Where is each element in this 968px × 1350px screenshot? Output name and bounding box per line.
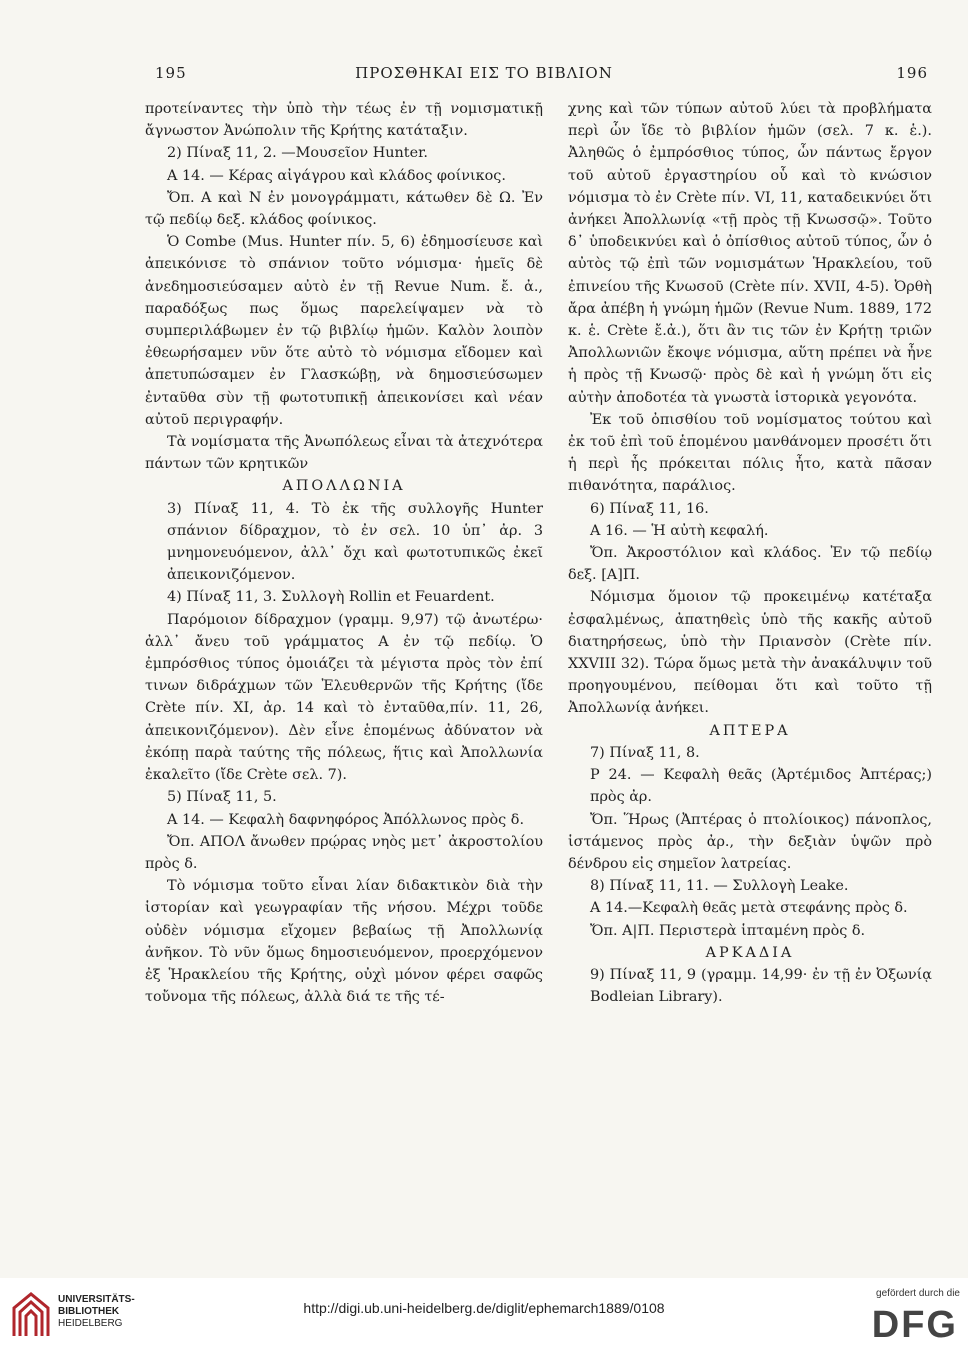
obverse-description: Ρ 24. — Κεφαλὴ θεᾶς (Ἀρτέμιδος Ἀπτέρας;) πρὸς ἀρ. (590, 767, 932, 806)
left-page-number: 195 (155, 64, 187, 82)
running-header (0, 64, 968, 88)
reverse-description: Ὄπ. ΑΠΟΛ ἄνωθεν πρῴρας νηὸς μετ᾽ ἀκροστολίου πρὸς δ. (145, 833, 543, 872)
paragraph: Τὰ νομίσματα τῆς Ἀνωπόλεως εἶναι τὰ ἀτεχνότερα πάντων τῶν κρητικῶν (145, 434, 543, 473)
dfg-logo: DFG (871, 1304, 958, 1346)
paragraph: Παρόμοιον δίδραχμον (γραμμ. 9,97) τῷ ἀνωτέρω· ἀλλ᾽ ἄνευ τοῦ γράμματος Α ἐν τῷ πεδίῳ. Ὁ ἐμπρόσθιος τύπος ὁμοιάζει τὰ μέγιστα πρὸς τὸν ἐπί τινων διδράχμων τῶν Ἐλευθερνῶν τῆς Κρήτης (ἴδε Crète πίν. XI, ἀρ. 14 καὶ τὸ ἐνταῦθα,πίν. 11, 26, ἀπεικονιζόμενον). Δὲν εἶνε ἑπομένως ἀδύνατον νὰ ἐκόπῃ παρὰ ταύτης τῆς πόλεως, ἥτις καὶ Ἀπολλωνία ἐκαλεῖτο (ἴδε Crète σελ. 7). (145, 611, 543, 784)
paragraph: Ἐκ τοῦ ὀπισθίου τοῦ νομίσματος τούτου καὶ ἐκ τοῦ ἐπὶ τοῦ ἑπομένου μανθάνομεν προσέτι ὅτι ἡ περὶ ἧς πρόκειται πόλις ἦτο, κατὰ πᾶσαν πιθανότητα, παράλιος. (568, 411, 932, 495)
section-heading-arkadia: ΑΡΚΑΔΙΑ (705, 944, 795, 961)
paragraph: Νόμισμα ὅμοιον τῷ προκειμένῳ κατέταξα ἐσφαλμένως, ἀπατηθεὶς ὑπὸ τῆς κακῆς αὐτοῦ διατηρήσεως, ὑπὸ τὴν Πριανσὸν (Crète πίν. XXVIII 32). Τώρα ὅμως μετὰ τὴν ἀνακάλυψιν τοῦ προηγουμένου, πείθομαι ὅτι καὶ τοῦτο τῇ Ἀπολλωνίᾳ ἀνήκει. (568, 589, 932, 717)
plate-reference: 4) Πίναξ 11, 3. Συλλογὴ Rollin et Feuardent. (167, 589, 495, 606)
plate-reference: 6) Πίναξ 11, 16. (590, 500, 709, 517)
obverse-description: Α 16. — Ἡ αὐτὴ κεφαλή. (590, 522, 769, 539)
left-column (145, 98, 543, 1008)
section-heading-aptera: ΑΠΤΕΡΑ (709, 722, 791, 739)
plate-reference: 2) Πίναξ 11, 2. —Μουσεῖον Hunter. (167, 145, 428, 162)
funded-by-label: gefördert durch die (876, 1288, 960, 1299)
obverse-description: Α 14. — Κέρας αἰγάγρου καὶ κλάδος φοίνικος. (167, 167, 506, 184)
reverse-description: Ὄπ. Α καὶ Ν ἐν μονογράμματι, κάτωθεν δὲ Ω. Ἐν τῷ πεδίῳ δεξ. κλάδος φοίνικος. (145, 189, 543, 229)
right-column (568, 98, 932, 1008)
plate-reference: 3) Πίναξ 11, 4. Τὸ ἐκ τῆς συλλογῆς Hunter σπάνιον δίδραχμον, τὸ ἐν σελ. 10 ὑπ᾽ ἀρ. 3 μνημονευόμενον, ἀλλ᾽ ὄχι καὶ φωτοτυπικῶς ἐκεῖ ἀπεικονιζόμενον. (167, 500, 543, 584)
right-page-number: 196 (896, 64, 928, 82)
reverse-description: Ὄπ. Ἥρως (Ἀπτέρας ὁ πτολίοικος) πάνοπλος, ἱστάμενος πρὸς ἀρ., τὴν δεξιὰν ὑψῶν πρὸ δένδρου εἰς σημεῖον λατρείας. (568, 811, 932, 872)
running-title: ΠΡΟΣΘΗΚΑΙ ΕΙΣ ΤΟ ΒΙΒΛΙΟΝ (355, 64, 613, 82)
plate-reference: 7) Πίναξ 11, 8. (590, 744, 700, 761)
library-name-line3: HEIDELBERG (58, 1318, 123, 1329)
obverse-description: Α 14. — Κεφαλὴ δαφνηφόρος Ἀπόλλωνος πρὸς δ. (167, 811, 525, 828)
obverse-description: Α 14.—Κεφαλὴ θεᾶς μετὰ στεφάνης πρὸς δ. (590, 900, 908, 917)
plate-reference: 8) Πίναξ 11, 11. — Συλλογὴ Leake. (590, 878, 849, 895)
section-heading-apollonia: ΑΠΟΛΛΩΝΙΑ (282, 478, 406, 495)
paragraph: Τὸ νόμισμα τοῦτο εἶναι λίαν διδακτικὸν διὰ τὴν ἱστορίαν καὶ γεωγραφίαν τῆς νήσου. Μέχρι τοῦδε οὐδὲν νόμισμα εἴχομεν βεβαίως τῇ Ἀπολλωνίᾳ ἀνῆκον. Τὸ νῦν ὅμως δημοσιευόμενον, προερχόμενον ἐξ Ἡρακλείου τῆς Κρήτης, οὐχὶ μόνον φέρει σαφῶς τοὔνομα τῆς πόλεως, ἀλλὰ διά τε τῆς τέ- (145, 878, 543, 1006)
paragraph: χνης καὶ τῶν τύπων αὐτοῦ λύει τὰ προβλήματα περὶ ὧν ἴδε τὸ βιβλίον ἡμῶν (σελ. 7 κ. ἑ.). Ἀληθῶς ὁ ἐμπρόσθιος τύπος, ὧν πάντως ἔργον τοῦ αὐτοῦ ἐργαστηρίου οὗ καὶ τὸ κνώσιον νόμισμα τὸ ἐν Crète πίν. VI, 11, καταδεικνύει ὅτι ἀνήκει Ἀπολλωνίᾳ «τῇ πρὸς τῇ Κνωσσῷ». Τοῦτο δ᾽ ὑποδεικνύει καὶ ὁ ὀπίσθιος αὐτοῦ τύπος, ὧν ὁ αὐτὸς τῷ ἐπὶ τῶν νομισμάτων Ἡρακλείου, τοῦ ἐπινείου τῆς Κνωσοῦ (Crète πίν. XVII, 4-5). Ὀρθὴ ἄρα ἀπέβη ἡ γνώμη ἡμῶν (Revue Num. 1889, 172 κ. ἑ. Crète ἔ.ἀ.), ὅτι ἂν τις τῶν ἐν Κρήτῃ τριῶν Ἀπολλωνιῶν ἔκοψε νόμισμα, αὕτη πρέπει νὰ ἦνε ἡ πρὸς τῇ Κνωσῷ· πρὸς δὲ καὶ ἡ γνώμη ὅτι εἰς αὐτὴν ἀποδοτέα τὰ γνωστὰ ἱστορικὰ γεγονότα. (568, 101, 932, 406)
permalink-url[interactable]: http://digi.ub.uni-heidelberg.de/diglit/ephemarch1889/0108 (303, 1300, 665, 1316)
library-name-line2: BIBLIOTHEK (58, 1306, 120, 1317)
plate-reference: 5) Πίναξ 11, 5. (167, 789, 277, 806)
paragraph: Ὁ Combe (Mus. Hunter πίν. 5, 6) ἐδημοσίευσε καὶ ἀπεικόνισε τὸ σπάνιον τοῦτο νόμισμα· ἡμεῖς δὲ ἀνεδημοσιεύσαμεν αὐτὸ ἐν τῇ Revue Num. ἔ. ἀ., παραδόξως πως ὅμως παρελείψαμεν νὰ τὸ συμπεριλάβωμεν ἐν τῷ βιβλίῳ ἡμῶν. Καλὸν λοιπὸν ἐθεωρήσαμεν νῦν ὅτε αὐτὸ τὸ νόμισμα εἴδομεν καὶ ἀπετυπώσαμεν ἐν Γλασκώβῃ, νὰ δημοσιεύσωμεν ἐνταῦθα σὺν τῇ φωτοτυπικῇ ἀπεικονίσει καὶ νέαν αὐτοῦ περιγραφήν. (145, 234, 543, 428)
reverse-description: Ὄπ. Ἀκροστόλιον καὶ κλάδος. Ἐν τῷ πεδίῳ δεξ. [Α]Π. (568, 545, 932, 584)
reverse-description: Ὄπ. Α|Π. Περιστερὰ ἱπταμένη πρὸς δ. (590, 922, 866, 939)
library-name-line1: UNIVERSITÄTS- (58, 1294, 135, 1305)
plate-reference: 9) Πίναξ 11, 9 (γραμμ. 14,99· ἐν τῇ ἐν Ὀξωνίᾳ Bodleian Library). (590, 966, 932, 1006)
paragraph: προτείναντες τὴν ὑπὸ τὴν τέως ἐν τῇ νομισματικῇ ἄγνωστον Ἀνώπολιν τῆς Κρήτης κατάταξιν. (145, 101, 543, 140)
